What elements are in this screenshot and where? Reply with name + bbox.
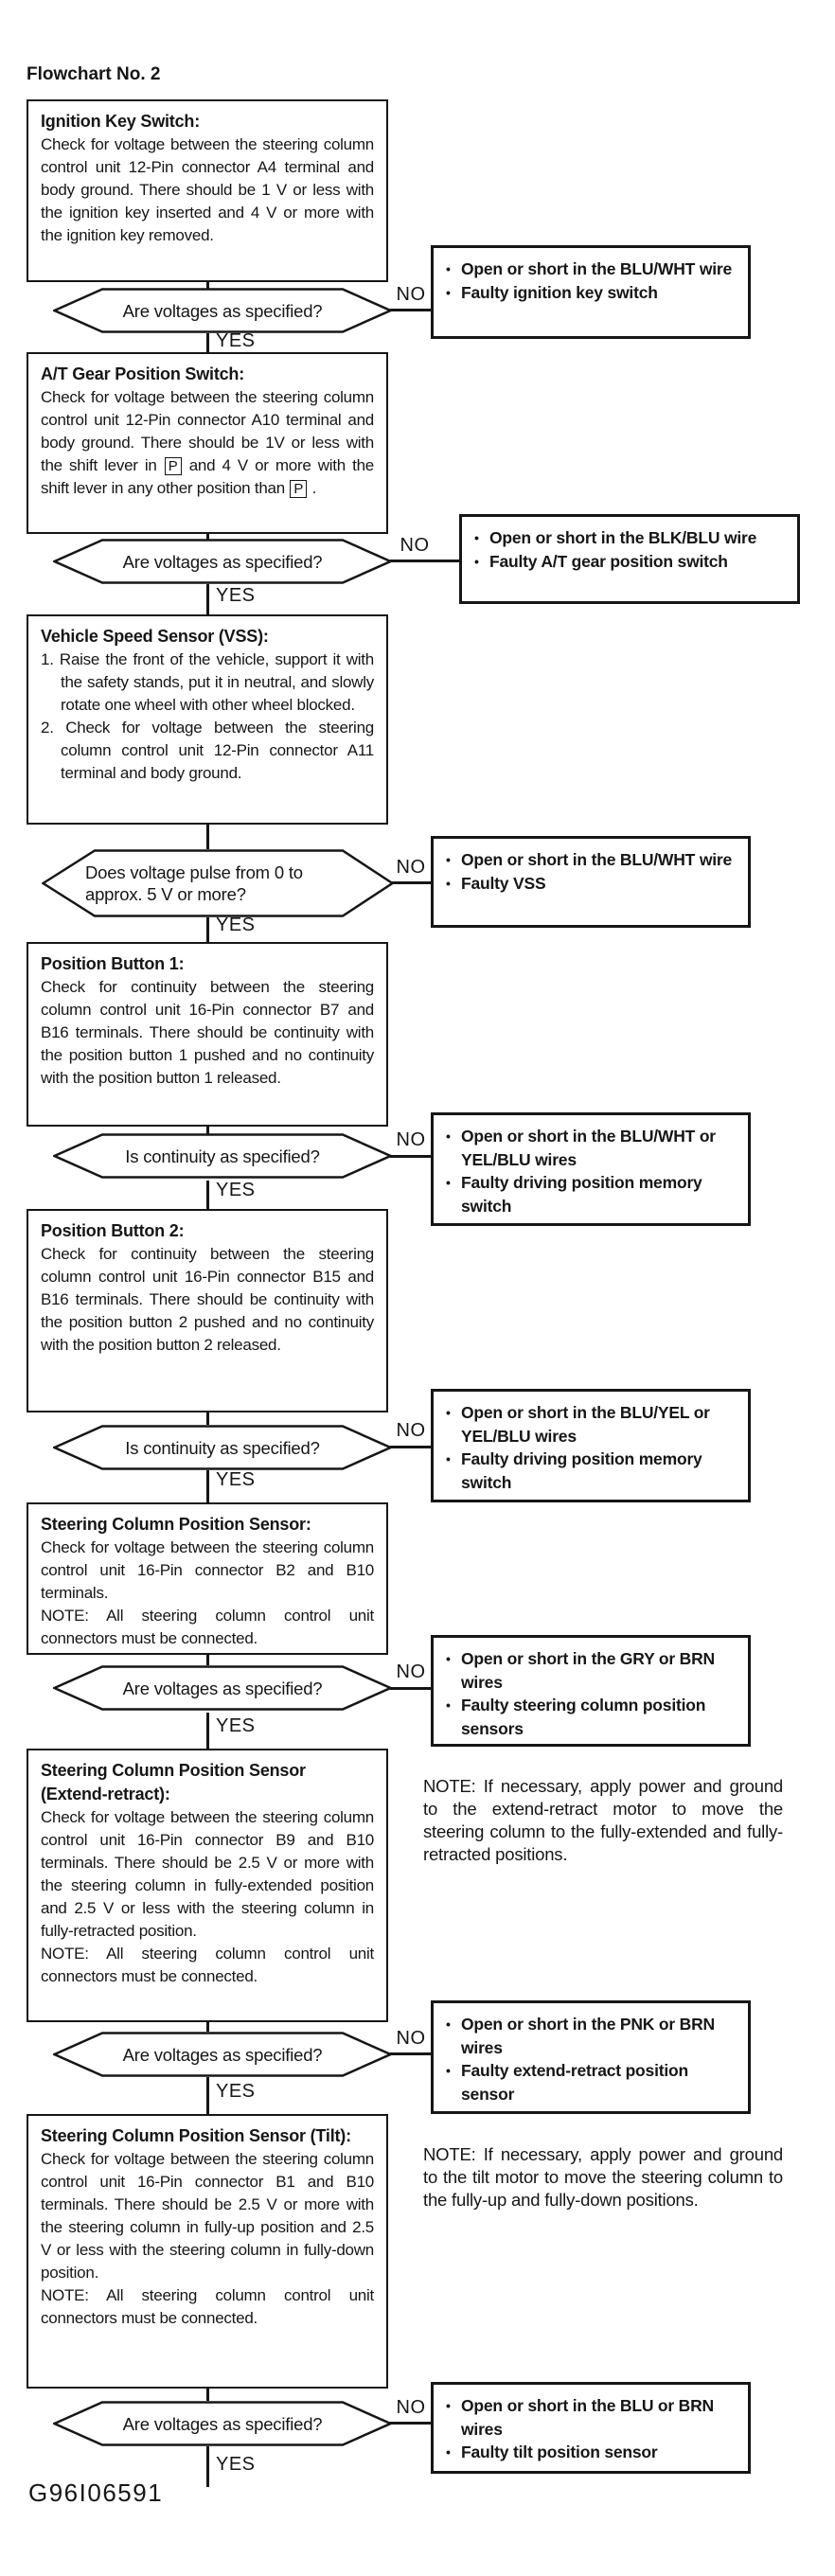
cause-text: Open or short in the BLK/BLU wire	[489, 528, 757, 547]
cause-text: Open or short in the PNK or BRN wires	[461, 2015, 715, 2057]
cause-item	[473, 550, 790, 574]
cause-text: Open or short in the BLU/YEL or YEL/BLU wires	[461, 1403, 710, 1446]
cause-box-8	[431, 2382, 751, 2474]
cause-box-7	[431, 2000, 751, 2114]
cause-text: Faulty tilt position sensor	[461, 2443, 658, 2461]
step-body: Check for voltage between the steering column control unit 16-Pin connector B9 and B10 terminals. There should be 2.5 V or more with the steering column in fully-extended position and 2.5 V or less with the steering column in fully-retracted position.	[41, 1808, 374, 1940]
bullet-icon: •	[446, 2444, 451, 2460]
decision-question: Does voltage pulse from 0 to approx. 5 V or more?	[85, 862, 303, 904]
page-title: Flowchart No. 2	[27, 64, 161, 84]
connector-line	[206, 917, 209, 942]
cause-text: Open or short in the BLU or BRN wires	[461, 2396, 714, 2439]
step-title: Position Button 1:	[41, 954, 185, 973]
bullet-icon: •	[446, 2398, 451, 2413]
decision-5	[53, 1425, 392, 1470]
cause-text: Open or short in the GRY or BRN wires	[461, 1649, 715, 1692]
decision-8	[53, 2401, 392, 2446]
process-box-position-button-2	[27, 1209, 388, 1412]
cause-item	[445, 1171, 740, 1217]
cause-box-1	[431, 245, 751, 339]
connector-line	[206, 2022, 209, 2032]
boxed-p-symbol: P	[290, 480, 307, 498]
cause-item	[445, 1401, 740, 1448]
cause-item	[445, 258, 740, 281]
bullet-icon: •	[446, 284, 451, 300]
no-label: NO	[396, 1129, 426, 1150]
decision-question: Are voltages as specified?	[122, 1678, 323, 1698]
process-box-at-gear-position-switch	[27, 352, 388, 534]
connector-line	[390, 309, 431, 311]
bullet-icon: •	[446, 2063, 451, 2078]
cause-item	[445, 872, 740, 896]
cause-text: Open or short in the BLU/WHT wire	[461, 259, 733, 278]
cause-box-2	[459, 514, 800, 604]
decision-3	[42, 849, 394, 917]
yes-label: YES	[216, 1180, 256, 1200]
connector-line	[390, 560, 459, 562]
bullet-icon: •	[446, 1451, 451, 1466]
yes-label: YES	[216, 330, 256, 351]
connector-line	[206, 2389, 209, 2401]
side-note-extend-retract: NOTE: If necessary, apply power and ground to the extend-retract motor to move the steering column to the fully-extended and fully-retracted positions.	[423, 1776, 783, 1864]
no-label: NO	[396, 2397, 426, 2418]
decision-2	[53, 539, 392, 584]
connector-line	[206, 1181, 209, 1209]
decision-question: Is continuity as specified?	[125, 1146, 320, 1166]
connector-line	[206, 333, 209, 352]
step-title: Steering Column Position Sensor (Extend-retract):	[41, 1761, 306, 1803]
connector-line	[206, 1713, 209, 1749]
cause-item	[445, 1647, 740, 1694]
no-label: NO	[396, 1420, 426, 1441]
connector-line	[390, 2052, 431, 2055]
connector-line	[206, 2446, 209, 2487]
cause-text: Open or short in the BLU/WHT wire	[461, 850, 733, 869]
boxed-p-symbol: P	[165, 457, 182, 475]
cause-item	[445, 2441, 740, 2464]
step-body: Check for voltage between the steering column control unit 16-Pin connector B1 and B10 terminals. There should be 2.5 V or more with the steering column in fully-up position and 2.5 V or less with the steering column in fully-down position.	[41, 2150, 374, 2282]
connector-line	[206, 1412, 209, 1425]
yes-label: YES	[216, 1469, 256, 1490]
cause-text: Faulty driving position memory switch	[461, 1449, 702, 1492]
no-label: NO	[396, 284, 426, 305]
cause-item	[445, 2013, 740, 2059]
bullet-icon: •	[446, 875, 451, 891]
cause-box-3	[431, 836, 751, 928]
step-title: Ignition Key Switch:	[41, 112, 201, 131]
bullet-icon: •	[474, 530, 479, 545]
connector-line	[390, 1155, 431, 1158]
step-note: NOTE: All steering column control unit connectors must be connected.	[41, 2286, 374, 2327]
process-box-vehicle-speed-sensor	[27, 614, 388, 825]
yes-label: YES	[216, 2454, 256, 2475]
no-label: NO	[396, 857, 426, 878]
cause-box-5	[431, 1389, 751, 1502]
decision-question: Are voltages as specified?	[122, 2413, 323, 2434]
process-box-ignition-key-switch	[27, 99, 388, 282]
cause-text: Faulty steering column position sensors	[461, 1696, 706, 1738]
step-body: Check for voltage between the steering column control unit 12-Pin connector A10 terminal and body ground. There should be 1V or less with the shift lever in P and 4 V or more with the shift lever in any other position than P .	[41, 388, 374, 497]
bullet-icon: •	[446, 1128, 451, 1144]
bullet-icon: •	[446, 2016, 451, 2032]
step-note: NOTE: All steering column control unit connectors must be connected.	[41, 1945, 374, 1985]
connector-line	[206, 825, 209, 849]
no-label: NO	[396, 1661, 426, 1682]
process-box-position-sensor-extend-retract	[27, 1749, 388, 2022]
decision-7	[53, 2032, 392, 2077]
decision-question: Is continuity as specified?	[125, 1437, 320, 1458]
cause-item	[445, 2059, 740, 2105]
step-title: Vehicle Speed Sensor (VSS):	[41, 627, 269, 646]
connector-line	[392, 881, 431, 884]
connector-line	[206, 584, 209, 614]
decision-6	[53, 1665, 392, 1711]
yes-label: YES	[216, 915, 256, 935]
connector-line	[390, 2422, 431, 2425]
cause-item	[445, 1448, 740, 1494]
cause-text: Faulty extend-retract position sensor	[461, 2061, 689, 2104]
cause-item	[445, 848, 740, 872]
step-title: Position Button 2:	[41, 1221, 185, 1240]
step-body: Check for voltage between the steering column control unit 16-Pin connector B2 and B10 terminals.	[41, 1538, 374, 1602]
process-box-steering-column-position-sensor	[27, 1502, 388, 1655]
step-title: Steering Column Position Sensor:	[41, 1515, 311, 1534]
step-note: NOTE: All steering column control unit connectors must be connected.	[41, 1607, 374, 1647]
cause-box-4	[431, 1112, 751, 1226]
cause-item	[445, 1125, 740, 1171]
connector-line	[390, 1446, 431, 1448]
bullet-icon: •	[446, 852, 451, 867]
step-list-item: 1. Raise the front of the vehicle, support it with the safety stands, put it in neutral, and slowly rotate one wheel with other wheel blocked.	[41, 650, 374, 714]
yes-label: YES	[216, 1715, 256, 1736]
cause-text: Faulty A/T gear position switch	[489, 551, 728, 571]
decision-question: Are voltages as specified?	[122, 551, 323, 572]
connector-line	[206, 1470, 209, 1502]
bullet-icon: •	[446, 1405, 451, 1420]
bullet-icon: •	[446, 1697, 451, 1713]
yes-label: YES	[216, 2081, 256, 2102]
cause-item	[445, 1694, 740, 1740]
process-box-position-sensor-tilt	[27, 2114, 388, 2389]
decision-1	[53, 288, 392, 333]
step-body: Check for voltage between the steering column control unit 12-Pin connector A4 terminal and body ground. There should be 1 V or less with the ignition key inserted and 4 V or more with the ignition key removed.	[41, 135, 374, 244]
decision-4	[53, 1133, 392, 1179]
side-note-tilt: NOTE: If necessary, apply power and ground to the tilt motor to move the steering column to the fully-up and fully-down positions.	[423, 2144, 783, 2210]
no-label: NO	[400, 535, 430, 556]
bullet-icon: •	[446, 1651, 451, 1666]
bullet-icon: •	[446, 1175, 451, 1190]
cause-item	[445, 2394, 740, 2441]
cause-box-6	[431, 1635, 751, 1747]
no-label: NO	[396, 2028, 426, 2049]
step-title: Steering Column Position Sensor (Tilt):	[41, 2126, 351, 2145]
cause-item	[445, 281, 740, 305]
yes-label: YES	[216, 585, 256, 606]
connector-line	[390, 1687, 431, 1690]
step-title: A/T Gear Position Switch:	[41, 364, 245, 383]
cause-item	[473, 526, 790, 550]
bullet-icon: •	[474, 553, 479, 569]
cause-text: Faulty VSS	[461, 873, 546, 893]
decision-question: Are voltages as specified?	[122, 2044, 323, 2065]
connector-line	[206, 2077, 209, 2114]
step-body: Check for continuity between the steering column control unit 16-Pin connector B7 and B16 terminals. There should be continuity with the position button 1 pushed and no continuity with the position button 1 released.	[41, 978, 374, 1087]
cause-text: Open or short in the BLU/WHT or YEL/BLU wires	[461, 1127, 716, 1169]
step-list-item: 2. Check for voltage between the steering column control unit 12-Pin connector A11 terminal and body ground.	[41, 719, 374, 782]
connector-line	[206, 1655, 209, 1665]
step-body: Check for continuity between the steering column control unit 16-Pin connector B15 and B16 terminals. There should be continuity with the position button 2 pushed and no continuity with the position button 2 released.	[41, 1245, 374, 1354]
decision-question: Are voltages as specified?	[122, 300, 323, 321]
figure-code: G96I06591	[28, 2478, 164, 2507]
cause-text: Faulty ignition key switch	[461, 282, 658, 302]
bullet-icon: •	[446, 261, 451, 276]
process-box-position-button-1	[27, 942, 388, 1127]
cause-text: Faulty driving position memory switch	[461, 1173, 702, 1216]
